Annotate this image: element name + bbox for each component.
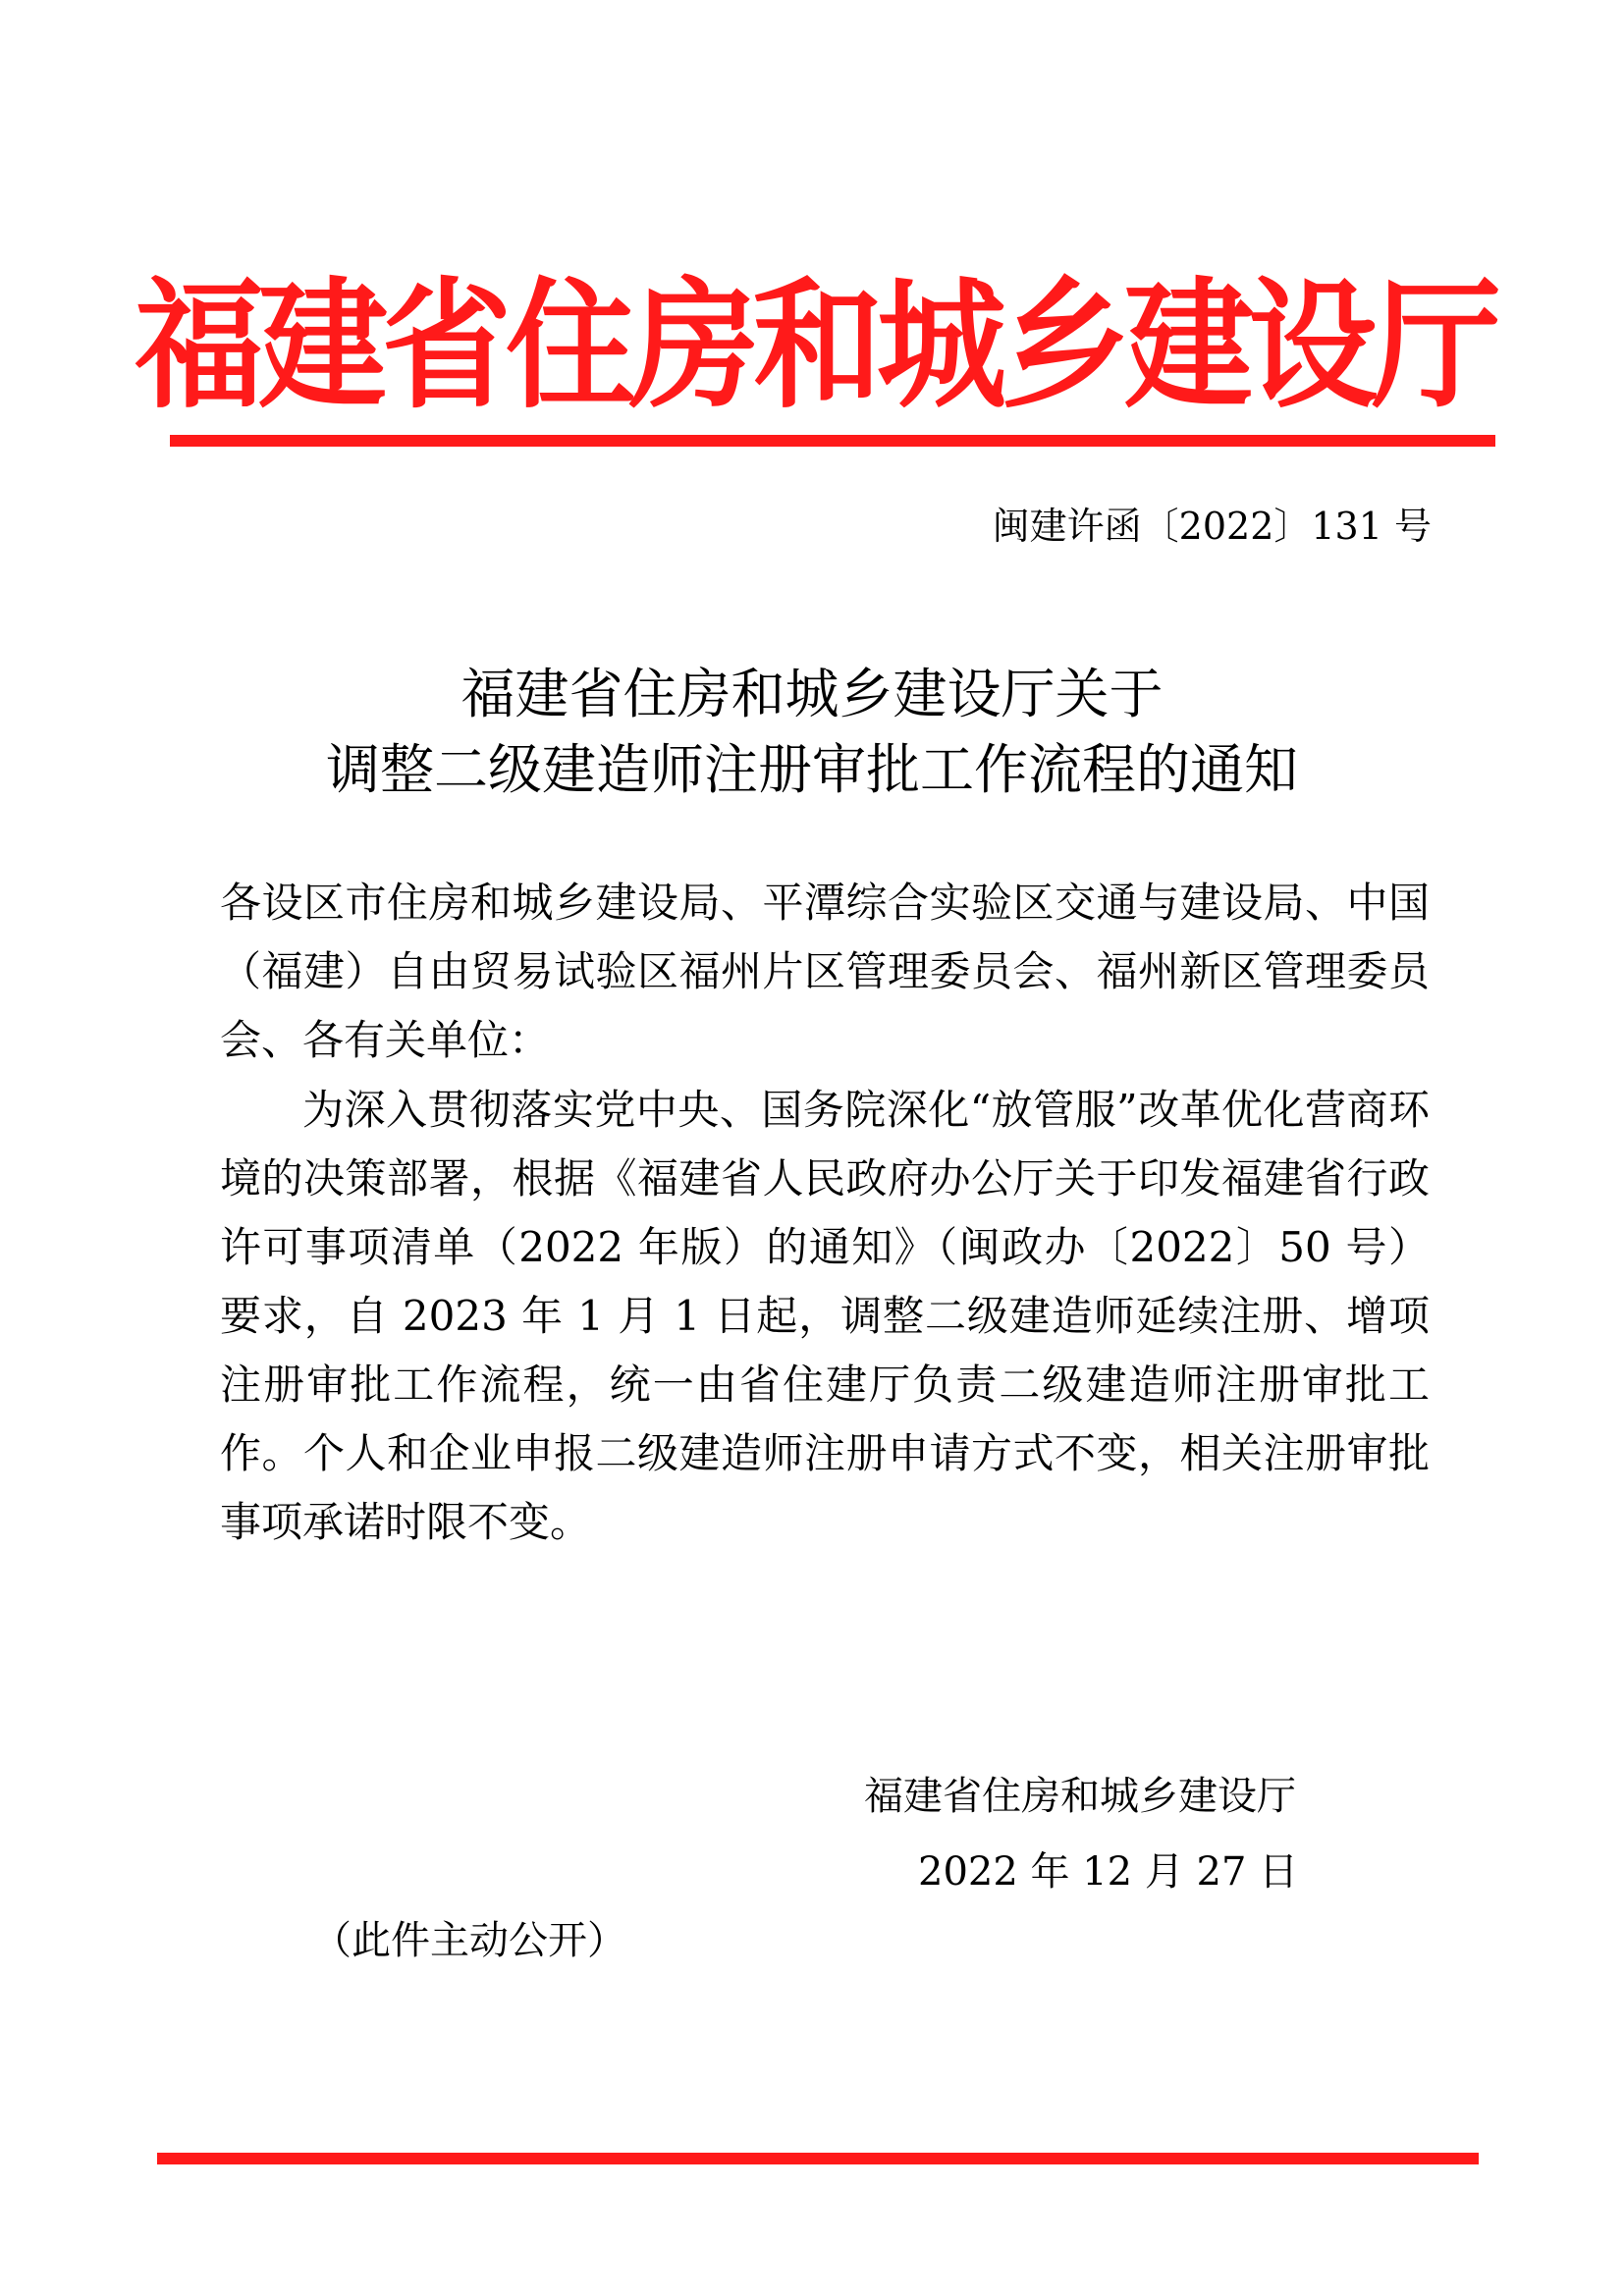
salutation-recipients: 各设区市住房和城乡建设局、平潭综合实验区交通与建设局、中国（福建）自由贸易试验区福州片区管理委员会、福州新区管理委员会、各有关单位： [220, 879, 1430, 1064]
document-title-line-2: 调整二级建造师注册审批工作流程的通知 [325, 738, 1298, 801]
body-paragraph: 为深入贯彻落实党中央、国务院深化“放管服”改革优化营商环境的决策部署，根据《福建省人民政府办公厅关于印发福建省行政许可事项清单（2022 年版）的通知》（闽政办〔2022〕50 号）要求，自 2023 年 1 月 1 日起，调整二级建造师延续注册、增项注册审批工作流程，统一由省住建厅负责二级建造师注册审批工作。个人和企业申报二级建造师注册申请方式不变，相关注册审批事项承诺时限不变。 [220, 1086, 1430, 1546]
masthead-org-name: 福建省住房和城乡建设厅 [135, 264, 1495, 429]
document-number: 闽建许函〔2022〕131 号 [992, 505, 1432, 548]
disclosure-note: （此件主动公开） [312, 1918, 626, 1963]
masthead-red-rule [170, 435, 1495, 447]
signature-organization: 福建省住房和城乡建设厅 [864, 1774, 1296, 1819]
signature-date: 2022 年 12 月 27 日 [918, 1849, 1299, 1895]
document-title-line-1: 福建省住房和城乡建设厅关于 [460, 663, 1164, 725]
footer-red-rule [157, 2153, 1479, 2164]
